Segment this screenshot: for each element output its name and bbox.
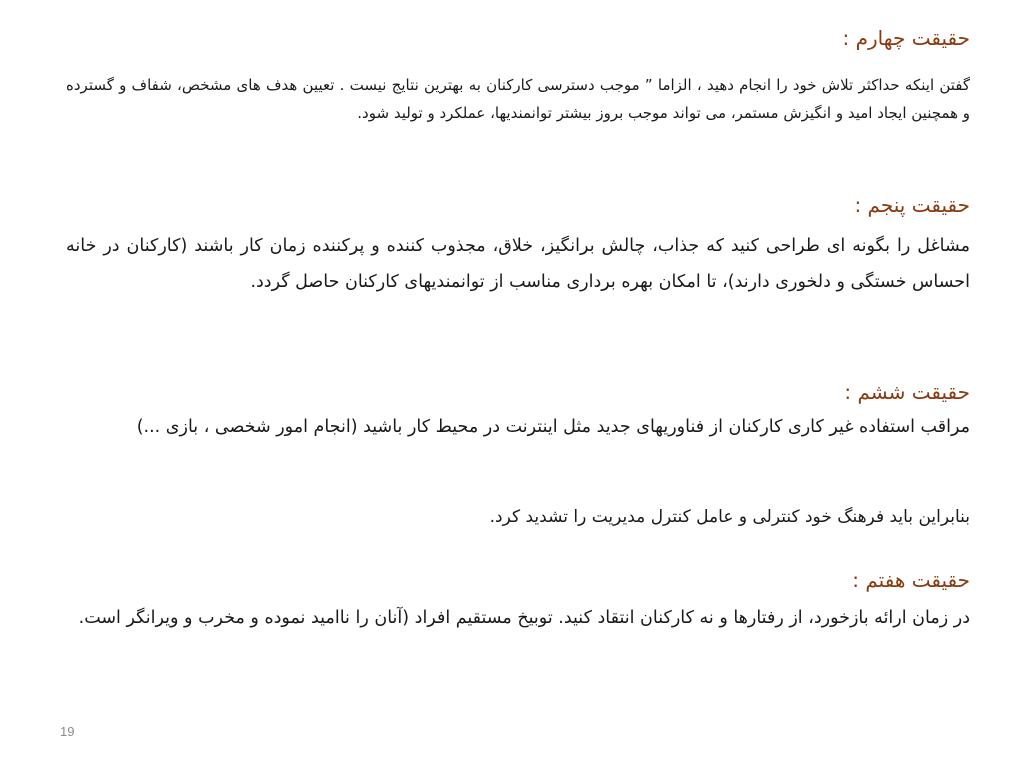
section-heading-6: حقیقت ششم :: [844, 380, 970, 404]
section-heading-7: حقیقت هفتم :: [852, 568, 970, 592]
section-paragraph-4: گفتن اینکه حداکثر تلاش خود را انجام دهید ، الزاما ” موجب دسترسی کارکنان به بهترین نتایج نیست . تعیین هدف های مشخص، شفاف و گسترده و همچنین ایجاد امید و انگیزش مستمر، می تواند موجب بروز بیشتر توانمندیها، عملکرد و تولید شود.: [66, 76, 970, 122]
section-heading-4: حقیقت چهارم :: [842, 26, 970, 50]
page-number: 19: [60, 724, 75, 739]
section-paragraph-5: مشاغل را بگونه ای طراحی کنید که جذاب، چالش برانگیز، خلاق، مجذوب کننده و پرکننده زمان کار باشند (کارکنان در خانه احساس خستگی و دلخوری دارند)، تا امکان بهره برداری مناسب از توانمندیهای کارکنان حاصل گردد.: [66, 236, 970, 292]
section-heading-5: حقیقت پنجم :: [854, 193, 970, 217]
section-paragraph-7: در زمان ارائه بازخورد، از رفتارها و نه کارکنان انتقاد کنید. توبیخ مستقیم افراد (آنان را ناامید نموده و مخرب و ویرانگر است.: [78, 608, 970, 628]
section-paragraph-6: مراقب استفاده غیر کاری کارکنان از فناوریهای جدید مثل اینترنت در محیط کار باشید (انجام امور شخصی ، بازی ...): [136, 417, 970, 437]
section-note-6: بنابراین باید فرهنگ خود کنترلی و عامل کنترل مدیریت را تشدید کرد.: [489, 507, 970, 527]
